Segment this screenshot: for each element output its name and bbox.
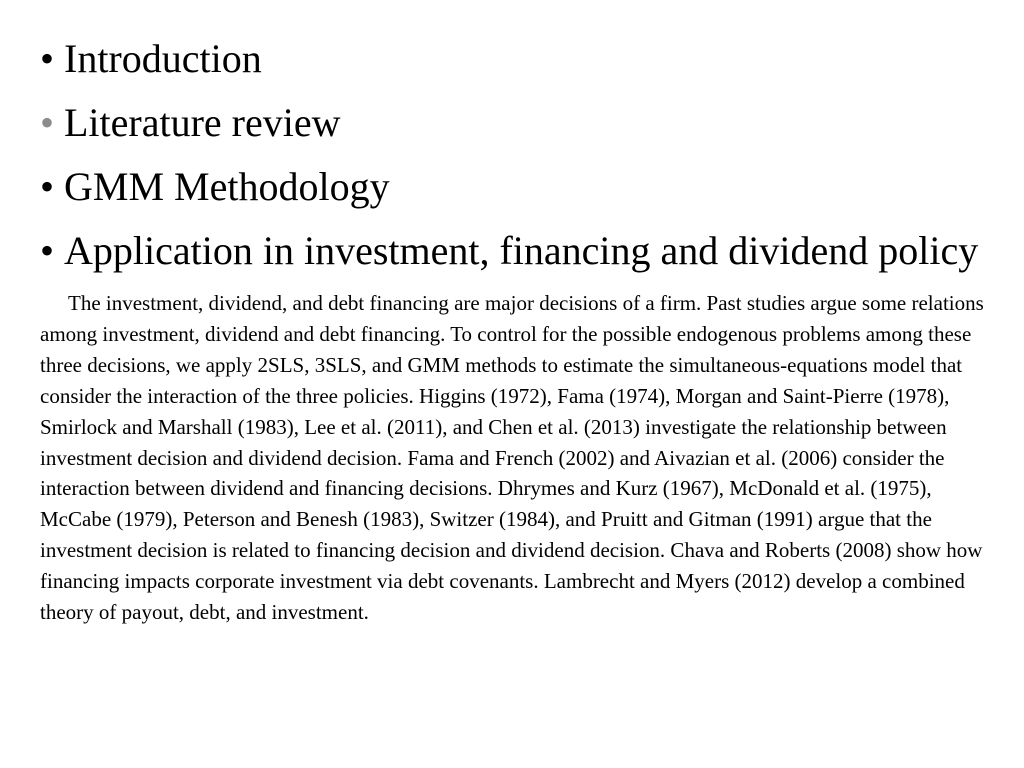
outline-item-introduction	[40, 32, 1000, 86]
bullet-icon: •	[40, 36, 55, 81]
bullet-icon: •	[40, 228, 55, 273]
outline-item-gmm-methodology	[40, 160, 1000, 214]
outline-list	[40, 32, 1000, 278]
bullet-icon: •	[40, 164, 55, 209]
outline-item-literature-review	[40, 96, 1000, 150]
bullet-icon: •	[40, 100, 55, 145]
slide	[40, 32, 1000, 628]
outline-item-label: Introduction	[64, 36, 262, 81]
body-paragraph: The investment, dividend, and debt financing are major decisions of a firm. Past studies argue some relations among investment, dividend and debt financing. To control for the possible endogenous problems among these three decisions, we apply 2SLS, 3SLS, and GMM methods to estimate the simultaneous-equations model that consider the interaction of the three policies. Higgins (1972), Fama (1974), Morgan and Saint-Pierre (1978), Smirlock and Marshall (1983), Lee et al. (2011), and Chen et al. (2013) investigate the relationship between investment decision and dividend decision. Fama and French (2002) and Aivazian et al. (2006) consider the interaction between dividend and financing decisions. Dhrymes and Kurz (1967), McDonald et al. (1975), McCabe (1979), Peterson and Benesh (1983), Switzer (1984), and Pruitt and Gitman (1991) argue that the investment decision is related to financing decision and dividend decision. Chava and Roberts (2008) show how financing impacts corporate investment via debt covenants. Lambrecht and Myers (2012) develop a combined theory of payout, debt, and investment.	[40, 291, 984, 625]
outline-item-label: Application in investment, financing and dividend policy	[64, 228, 979, 273]
outline-item-label: Literature review	[64, 100, 341, 145]
outline-item-application	[40, 224, 1000, 278]
outline-item-label: GMM Methodology	[64, 164, 390, 209]
